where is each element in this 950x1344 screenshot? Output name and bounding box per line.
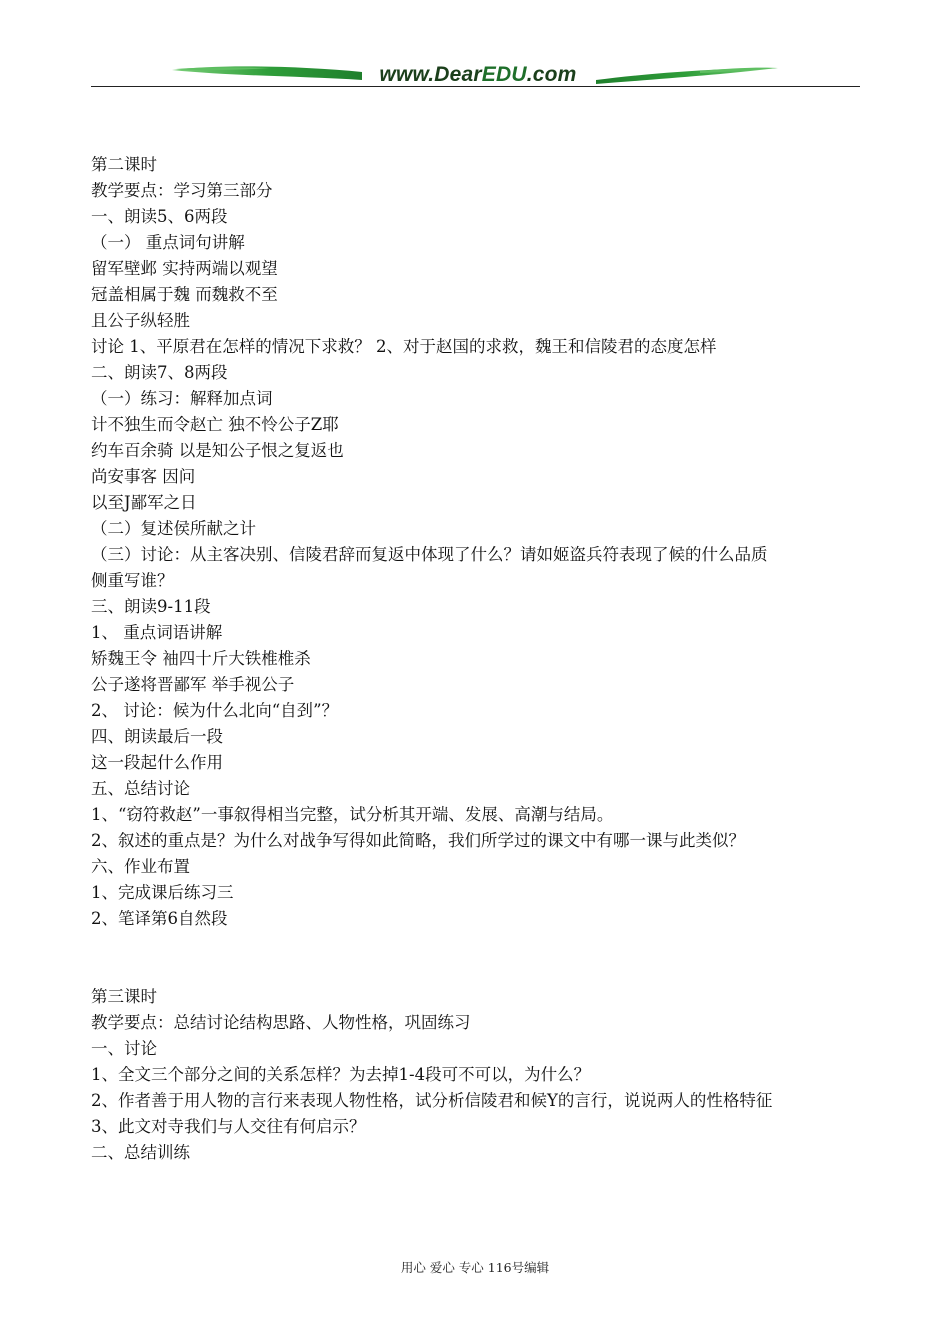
text-line: 四、朗读最后一段	[91, 727, 223, 746]
text-line: 讨论 1、平原君在怎样的情况下求救？ 2、对于赵国的求救，魏王和信陵君的态度怎样	[91, 337, 717, 356]
text-line: 六、作业布置	[91, 857, 190, 876]
text-line: 1、“窃符救赵”一事叙得相当完整，试分析其开端、发展、高潮与结局。	[91, 805, 614, 824]
text-line: 矫魏王令 袖四十斤大铁椎椎杀	[91, 649, 311, 668]
footer-text: 用心 爱心 专心 116号编辑	[400, 1260, 550, 1275]
text-line: 五、总结讨论	[91, 779, 190, 798]
page-footer	[0, 1258, 950, 1278]
text-line: 尚安事客 因问	[91, 467, 196, 486]
text-line: 二、总结训练	[91, 1143, 190, 1162]
text-line: 冠盖相属于魏 而魏救不至	[91, 285, 278, 304]
text-line: 二、朗读7、8两段	[91, 363, 228, 382]
text-line: 2、作者善于用人物的言行来表现人物性格，试分析信陵君和候Y的言行，说说两人的性格特征	[91, 1091, 773, 1110]
text-line: 一、朗读5、6两段	[91, 207, 228, 226]
site-suffix: .com	[526, 63, 577, 86]
right-swoosh	[596, 68, 777, 84]
text-line: 侧重写谁？	[91, 571, 174, 590]
text-line: （三）讨论：从主客决别、信陵君辞而复返中体现了什么？请如姬盗兵符表现了候的什么品质	[91, 545, 768, 564]
text-line: 留军壁邺 实持两端以观望	[91, 259, 278, 278]
text-line: 三、朗读9-11段	[91, 597, 211, 616]
lesson-two-section	[91, 152, 881, 932]
text-line: 计不独生而令赵亡 独不怜公子Z耶	[91, 415, 339, 434]
text-line: 约车百余骑 以是知公子恨之复返也	[91, 441, 344, 460]
text-line: 教学要点：学习第三部分	[91, 181, 273, 200]
text-line: （二）复述侯所献之计	[91, 519, 256, 538]
text-line: 一、讨论	[91, 1039, 157, 1058]
site-prefix: www.Dear	[379, 63, 482, 86]
text-line: 1、完成课后练习三	[91, 883, 234, 902]
text-line: 公子遂将晋鄙军 举手视公子	[91, 675, 295, 694]
text-line: 第三课时	[91, 987, 157, 1006]
text-line: 2、 讨论：候为什么北向“自刭”？	[91, 701, 339, 720]
site-brand: EDU	[481, 63, 527, 86]
text-line: 3、此文对寺我们与人交往有何启示？	[91, 1117, 366, 1136]
text-line: 这一段起什么作用	[91, 753, 223, 772]
text-line: 教学要点：总结讨论结构思路、人物性格，巩固练习	[91, 1013, 471, 1032]
text-line: 2、笔译第6自然段	[91, 909, 228, 928]
page-header	[0, 0, 950, 100]
text-line: 1、全文三个部分之间的关系怎样？为去掉1-4段可不可以，为什么？	[91, 1065, 591, 1084]
text-line: （一） 重点词句讲解	[91, 233, 245, 252]
text-line: 2、叙述的重点是？为什么对战争写得如此简略，我们所学过的课文中有哪一课与此类似？	[91, 831, 745, 850]
header-rule	[91, 86, 860, 87]
text-line: 且公子纵轻胜	[91, 311, 190, 330]
text-line: 1、 重点词语讲解	[91, 623, 223, 642]
text-line: 以至J鄙军之日	[91, 493, 197, 512]
lesson-three-section	[91, 984, 881, 1166]
text-line: （一）练习：解释加点词	[91, 389, 273, 408]
text-line: 第二课时	[91, 155, 157, 174]
